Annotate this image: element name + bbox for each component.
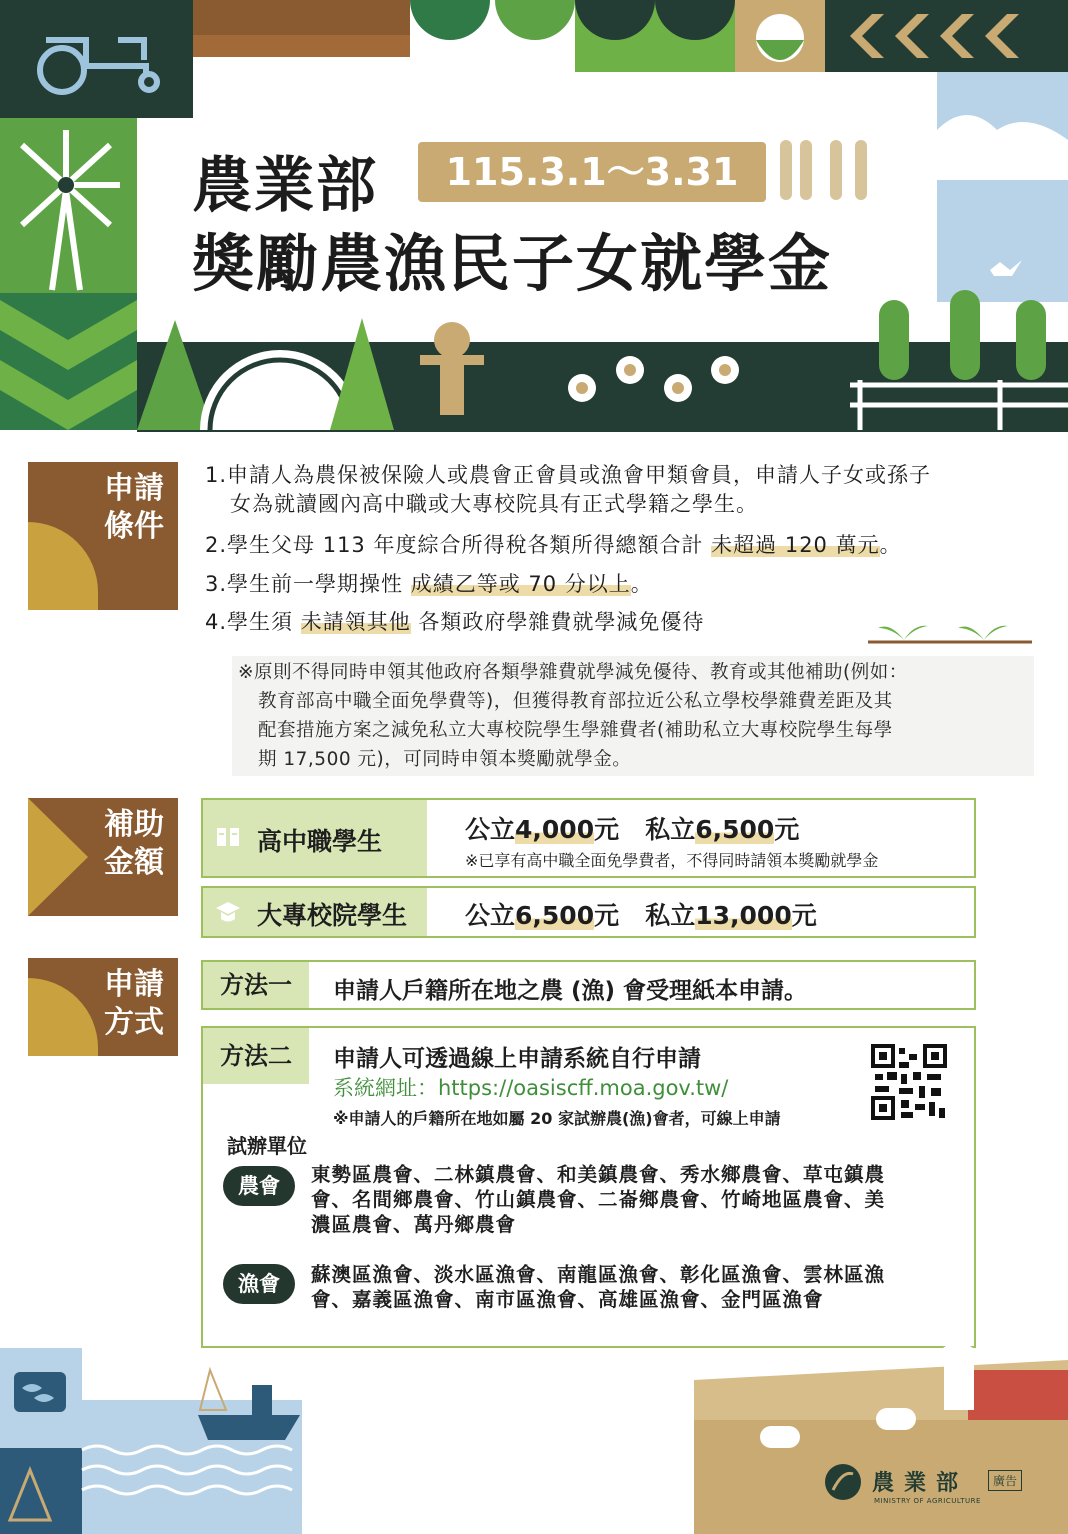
fish-list-line-1: 蘇澳區漁會、淡水區漁會、南龍區漁會、彰化區漁會、雲林區漁 [311,1263,886,1286]
farmers-association-pill: 農會 [223,1166,295,1206]
farm-list-line-2: 會、名間鄉農會、竹山鎮農會、二崙鄉農會、竹崎地區農會、美 [311,1188,886,1211]
university-label: 大專校院學生 [257,901,408,930]
farm-list-line-1: 東勢區農會、二林鎮農會、和美鎮農會、秀水鄉農會、草屯鎮農 [311,1163,886,1186]
condition-4 [205,607,704,637]
page-title-program: 獎勵農漁民子女就學金 [192,227,833,300]
section-tab-conditions [28,462,178,610]
highschool-label: 高中職學生 [257,827,383,856]
public-amount: 4,000 [515,815,595,844]
fish-crate-icon [14,1372,66,1412]
section-tab-amount [28,798,178,916]
conditions-note [232,656,1034,776]
footer-org-english: MINISTRY OF AGRICULTURE [874,1497,981,1505]
section-label-line2: 金額 [104,845,164,880]
condition-4-text: 4.學生須 [205,610,301,634]
footer-org-name: 農業部 [872,1470,969,1496]
method-1-label: 方法一 [203,962,309,1008]
fish-associations-list [311,1262,951,1312]
condition-2-end: 。 [879,533,902,557]
method-1-text: 申請人戶籍所在地之農 (漁) 會受理紙本申請。 [333,978,808,1004]
condition-1-line1: 1.申請人為農保被保險人或農會正會員或漁會甲類會員，申請人子女或孫子 [205,463,932,487]
fishing-boat-icon [198,1415,300,1440]
section-tab-method [28,958,178,1056]
condition-3-text: 3.學生前一學期操性 [205,572,411,596]
currency-unit: 元 [774,815,800,844]
condition-1-line2: 女為就讀國內高中職或大專校院具有正式學籍之學生。 [230,492,758,516]
note-line-4: 期 17,500 元)，可同時申領本獎勵就學金。 [258,749,632,770]
pilot-units-title: 試辦單位 [227,1134,307,1158]
currency-unit: 元 [594,901,620,930]
currency-unit: 元 [594,815,620,844]
fishermen-association-pill: 漁會 [223,1264,295,1304]
highschool-note: ※已享有高中職全面免學費者，不得同時請領本獎勵就學金 [465,851,879,870]
system-url-link[interactable]: 系統網址：https://oasiscff.moa.gov.tw/ [333,1076,729,1100]
public-label: 公立 [465,901,516,930]
section-label-line2: 條件 [104,509,164,544]
section-label-line1: 補助 [104,807,164,842]
currency-unit: 元 [791,901,817,930]
method-2-note: ※申請人的戶籍所在地如屬 20 家試辦農(漁)會者，可線上申請 [333,1109,781,1128]
section-label-line1: 申請 [104,471,164,506]
condition-2 [205,530,902,560]
method-1-box [201,960,976,1010]
condition-2-text: 2.學生父母 113 年度綜合所得稅各類所得總額合計 [205,533,712,557]
private-amount: 6,500 [695,815,775,844]
page-title-agency: 農業部 [192,151,378,221]
barn-icon [968,1370,1068,1420]
private-label: 私立 [645,901,696,930]
condition-2-highlight: 未超過 120 萬元 [711,533,880,557]
condition-3 [205,569,653,599]
condition-3-end: 。 [630,572,653,596]
date-range: 115.3.1～3.31 [445,150,739,194]
book-icon [215,824,241,850]
highschool-amount [465,810,799,846]
farm-list-line-3: 濃區農會、萬丹鄉農會 [311,1213,517,1236]
condition-3-highlight: 成績乙等或 70 分以上 [410,572,631,596]
sprout-decoration [868,618,1032,646]
advertisement-tag: 廣告 [988,1470,1022,1491]
condition-4-end: 各類政府學雜費就學減免優待 [410,610,705,634]
public-amount: 6,500 [515,901,595,930]
method-2-text: 申請人可透過線上申請系統自行申請 [333,1046,701,1072]
private-amount: 13,000 [695,901,792,930]
qr-code-icon[interactable] [871,1044,947,1120]
amount-row-highschool [201,798,976,878]
note-line-3: 配套措施方案之減免私立大專校院學生學雜費者(補助私立大專校院學生每學 [258,720,893,741]
fish-list-line-2: 會、嘉義區漁會、南市區漁會、高雄區漁會、金門區漁會 [311,1288,824,1311]
moa-logo-icon [825,1464,861,1500]
amount-row-university [201,886,976,938]
section-label-line2: 方式 [104,1005,164,1040]
farm-associations-list [311,1162,951,1237]
method-2-label: 方法二 [203,1028,309,1084]
university-amount [465,896,817,932]
public-label: 公立 [465,815,516,844]
section-label-line1: 申請 [104,967,164,1002]
graduation-cap-icon [215,899,241,925]
private-label: 私立 [645,815,696,844]
condition-4-highlight: 未請領其他 [300,610,411,634]
note-line-2: 教育部高中職全面免學費等)，但獲得教育部拉近公私立學校學雜費差距及其 [258,691,893,712]
note-line-1: ※原則不得同時申領其他政府各類學雜費就學減免優待、教育或其他補助(例如： [238,662,908,683]
